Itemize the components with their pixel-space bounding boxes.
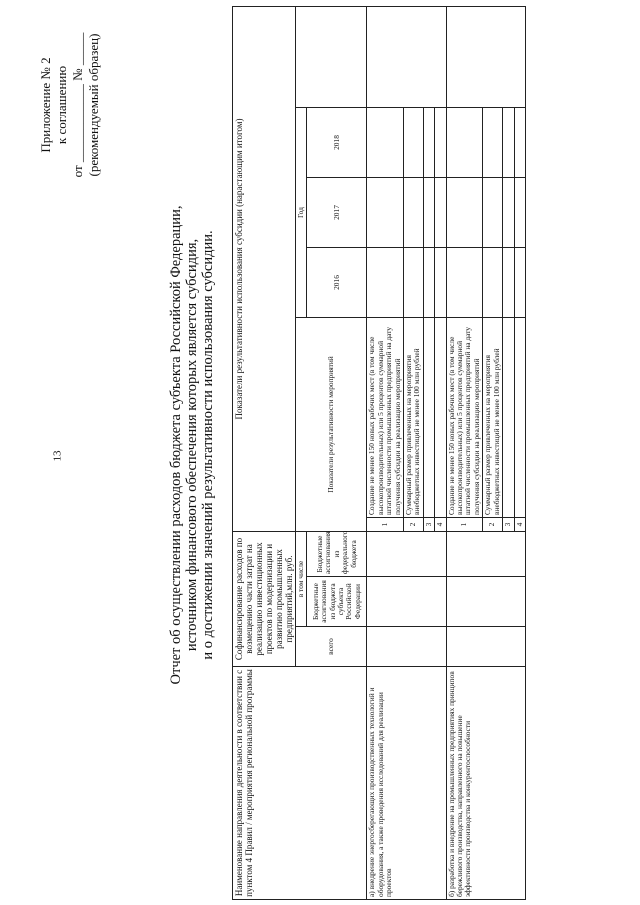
row-a-2016 [367,248,404,318]
number-sign: № [70,68,85,81]
appendix-sample: (рекомендуемый образец) [86,33,101,177]
row-a-ind-3-num: 3 [423,518,434,532]
appendix-block [38,25,102,185]
header-federal: Бюджетные ассигнования из федерального бюджета [307,532,367,577]
report-title-line2: источником финансового обеспечения которых является субсидия, [184,238,200,652]
from-prefix: от [70,165,85,178]
report-title [168,165,216,725]
row-b-ind-1-num: 1 [446,518,483,532]
header-indicators: Показатели результативности мероприятий [296,318,367,532]
row-b-ind-3-num: 3 [503,518,514,532]
report-table [232,6,526,900]
row-b-activity: б) разработка и внедрение на промышленных предприятиях принципов бережливого производства, направленного на повышение эффективности производства и конкурентоспособности [446,667,525,900]
appendix-date-number: от ____________ № _____ [70,32,85,178]
row-a-ind-3-text [423,318,434,518]
row-b-ind-2-text: Суммарный размер привлеченных на мероприятия внебюджетных инвестиций не менее 100 млн рублей [483,318,503,518]
header-year-2018: 2018 [307,108,367,178]
header-empty [296,6,367,107]
header-regional: Бюджетные ассигнования из бюджета субъекта Российской Федерации [307,577,367,627]
row-a-2018 [367,108,404,178]
row-b-extra [446,6,525,107]
row-a-ind-4-text [435,318,446,518]
header-cofinancing: Софинансирование расходов по возмещению части затрат на реализацию инвестиционных проектов по модернизации и развитию промышленных предприятий,млн. руб. [233,532,296,667]
row-b-2017 [446,178,483,248]
report-title-line1: Отчет об осуществлении расходов бюджета субъекта Российской Федерации, [168,205,184,685]
row-a-ind-2-text: Суммарный размер привлеченных на мероприятия внебюджетных инвестиций не менее 100 млн рублей [404,318,424,518]
row-a-regional [367,577,446,627]
row-a-ind-1-text: Создание не менее 150 новых рабочих мест (в том числе высокопроизводительных) или 5 процентов суммарной штатной численности промышленных предприятий на дату получения субсидии на реализацию мероприятий [367,318,404,518]
row-a-federal [367,532,446,577]
row-b-ind-1-text: Создание не менее 150 новых рабочих мест (в том числе высокопроизводительных) или 5 процентов суммарной штатной численности промышленных предприятий на дату получения субсидии на реализацию мероприятий [446,318,483,518]
row-b-regional [446,577,525,627]
row-a-ind-2-num: 2 [404,518,424,532]
report-title-line3: и о достижении значений результативности использования субсидии. [200,230,216,660]
appendix-title: Приложение № 2 [38,57,53,153]
row-a-ind-4-num: 4 [435,518,446,532]
row-b-ind-3-text [503,318,514,518]
header-year-2016: 2016 [307,248,367,318]
row-b-ind-4-num: 4 [514,518,525,532]
row-b-2018 [446,108,483,178]
row-b-2016 [446,248,483,318]
row-b-federal [446,532,525,577]
header-year: Год [296,108,307,318]
row-a-ind-1-num: 1 [367,518,404,532]
row-b-ind-4-text [514,318,525,518]
row-a-activity: а) внедрение энергосберегающих производственных технологий и оборудования, а также проведения исследований для реализации проектов [367,667,446,900]
header-results: Показатели результативности использования субсидии (нарастающим итогом) [233,6,296,531]
row-a-2017 [367,178,404,248]
header-activity: Наименование направления деятельности в соответствии с пунктом 4 Правил / мероприятия региональной программы [233,667,367,900]
row-b-ind-2-num: 2 [483,518,503,532]
header-year-2017: 2017 [307,178,367,248]
row-b-total [446,627,525,667]
row-a-extra [367,6,446,107]
row-a-total [367,627,446,667]
header-in-that: в том числе [296,532,307,627]
header-total: всего [296,627,367,667]
page-number: 13 [51,450,64,462]
appendix-agreement: к соглашению [54,65,69,145]
